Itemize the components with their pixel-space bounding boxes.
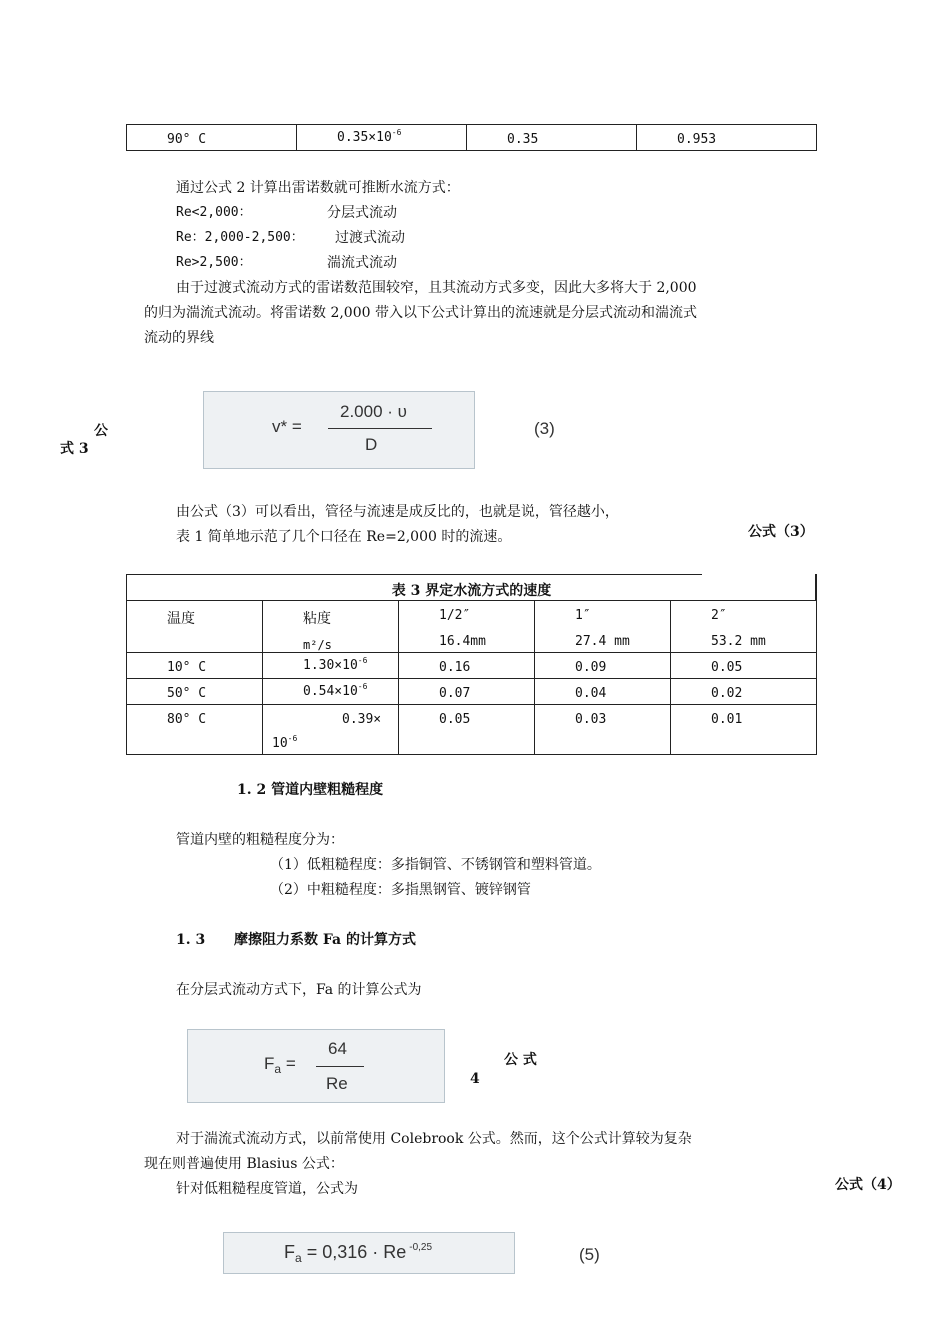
formula3-fraction-line — [328, 428, 432, 429]
intro-line: 通过公式 2 计算出雷诺数就可推断水流方式： — [176, 180, 460, 196]
section-1-3-heading: 摩擦阻力系数 Fa 的计算方式 — [234, 932, 416, 948]
top-table-cell-temp: 90° C — [127, 125, 297, 151]
after3-line-1: 由公式（3）可以看出，管径与流速是成反比的，也就是说，管径越小， — [176, 504, 619, 520]
formula4-lhs: $F_a$ = — [264, 1054, 296, 1076]
paragraph-line-3: 流动的界线 — [144, 330, 214, 346]
formula3-denominator: D — [365, 435, 378, 454]
formula3-right-label: 公式（3） — [748, 524, 814, 540]
section-1-2-heading: 1. 2 管道内壁粗糙程度 — [237, 782, 384, 798]
re-type-1: 分层式流动 — [327, 205, 397, 221]
formula3-side-label-b: 式 3 — [60, 441, 89, 457]
top-table — [126, 124, 817, 151]
formula4-side-label-a: 公 式 — [504, 1052, 537, 1068]
section-1-3-number: 1. 3 — [176, 932, 206, 948]
table3-title: 表 3 界定水流方式的速度 — [391, 583, 552, 599]
section-1-2-intro: 管道内壁的粗糙程度分为： — [176, 832, 344, 848]
formula3-side-label-a: 公 — [94, 423, 108, 439]
paragraph-line-1: 由于过渡式流动方式的雷诺数范围较窄，且其流动方式多变，因此大多将大于 2,000 — [176, 280, 697, 296]
table3-header-half-inch: 1/2″ 16.4mm — [399, 601, 535, 653]
re-condition-1: Re<2,000： — [176, 205, 252, 220]
top-table-cell-visc: $0.35\times 10^{-6}$ — [297, 125, 467, 151]
formula5-box — [223, 1232, 515, 1274]
formula3-box — [203, 391, 475, 469]
formula4-fraction-line — [316, 1066, 364, 1067]
roughness-item-2: （2）中粗糙程度：多指黑钢管、镀锌钢管 — [270, 882, 531, 898]
after4-line-1: 对于湍流式流动方式，以前常使用 Colebrook 公式。然而，这个公式计算较为复杂 — [176, 1131, 692, 1147]
formula3-numerator: 2.000 · υ — [340, 402, 407, 421]
formula5-number: (5) — [579, 1245, 600, 1264]
table3-header-one-inch: 1″ 27.4 mm — [535, 601, 671, 653]
after4-line-2: 现在则普遍使用 Blasius 公式： — [144, 1156, 344, 1172]
formula4-right-label: 公式（4） — [835, 1177, 901, 1193]
after3-line-2: 表 1 简单地示范了几个口径在 Re=2,000 时的流速。 — [176, 529, 512, 545]
after4-line-3: 针对低粗糙程度管道，公式为 — [176, 1181, 358, 1197]
top-table-cell-v2: 0.953 — [637, 125, 817, 151]
top-table-cell-v1: 0.35 — [467, 125, 637, 151]
table3-header-visc: 粘度 m²/s — [263, 601, 399, 653]
roughness-item-1: （1）低粗糙程度：多指铜管、不锈钢管和塑料管道。 — [270, 857, 601, 873]
formula3-number: (3) — [534, 419, 555, 438]
formula5-expression: $F_a = 0,316 \cdot Re$ $^{-0,25}$ — [284, 1242, 433, 1265]
formula4-box — [187, 1029, 445, 1103]
table3 — [126, 574, 817, 755]
table3-header-two-inch: 2″ 53.2 mm — [671, 601, 817, 653]
re-type-2: 过渡式流动 — [335, 230, 405, 246]
formula4-numerator: 64 — [328, 1039, 347, 1058]
table-row: 50° C $0.54\times 10^{-6}$ 0.07 0.04 0.02 — [127, 679, 817, 705]
section-1-3-intro: 在分层式流动方式下，Fa 的计算公式为 — [176, 982, 422, 998]
re-condition-2: Re：2,000-2,500： — [176, 230, 304, 245]
table3-header-temp: 温度 — [127, 601, 263, 653]
formula4-denominator: Re — [326, 1074, 348, 1093]
re-type-3: 湍流式流动 — [327, 255, 397, 271]
formula3-lhs: v* = — [272, 417, 302, 436]
formula4-side-label-b: 4 — [470, 1071, 480, 1087]
table3-title-cell — [127, 574, 817, 601]
table-row: 10° C $1.30\times 10^{-6}$ 0.16 0.09 0.05 — [127, 653, 817, 679]
re-condition-3: Re>2,500： — [176, 255, 252, 270]
table-row: 80° C 0.39× $10^{-6}$ 0.05 0.03 0.01 — [127, 705, 817, 755]
paragraph-line-2: 的归为湍流式流动。将雷诺数 2,000 带入以下公式计算出的流速就是分层式流动和湍流式 — [144, 305, 697, 321]
